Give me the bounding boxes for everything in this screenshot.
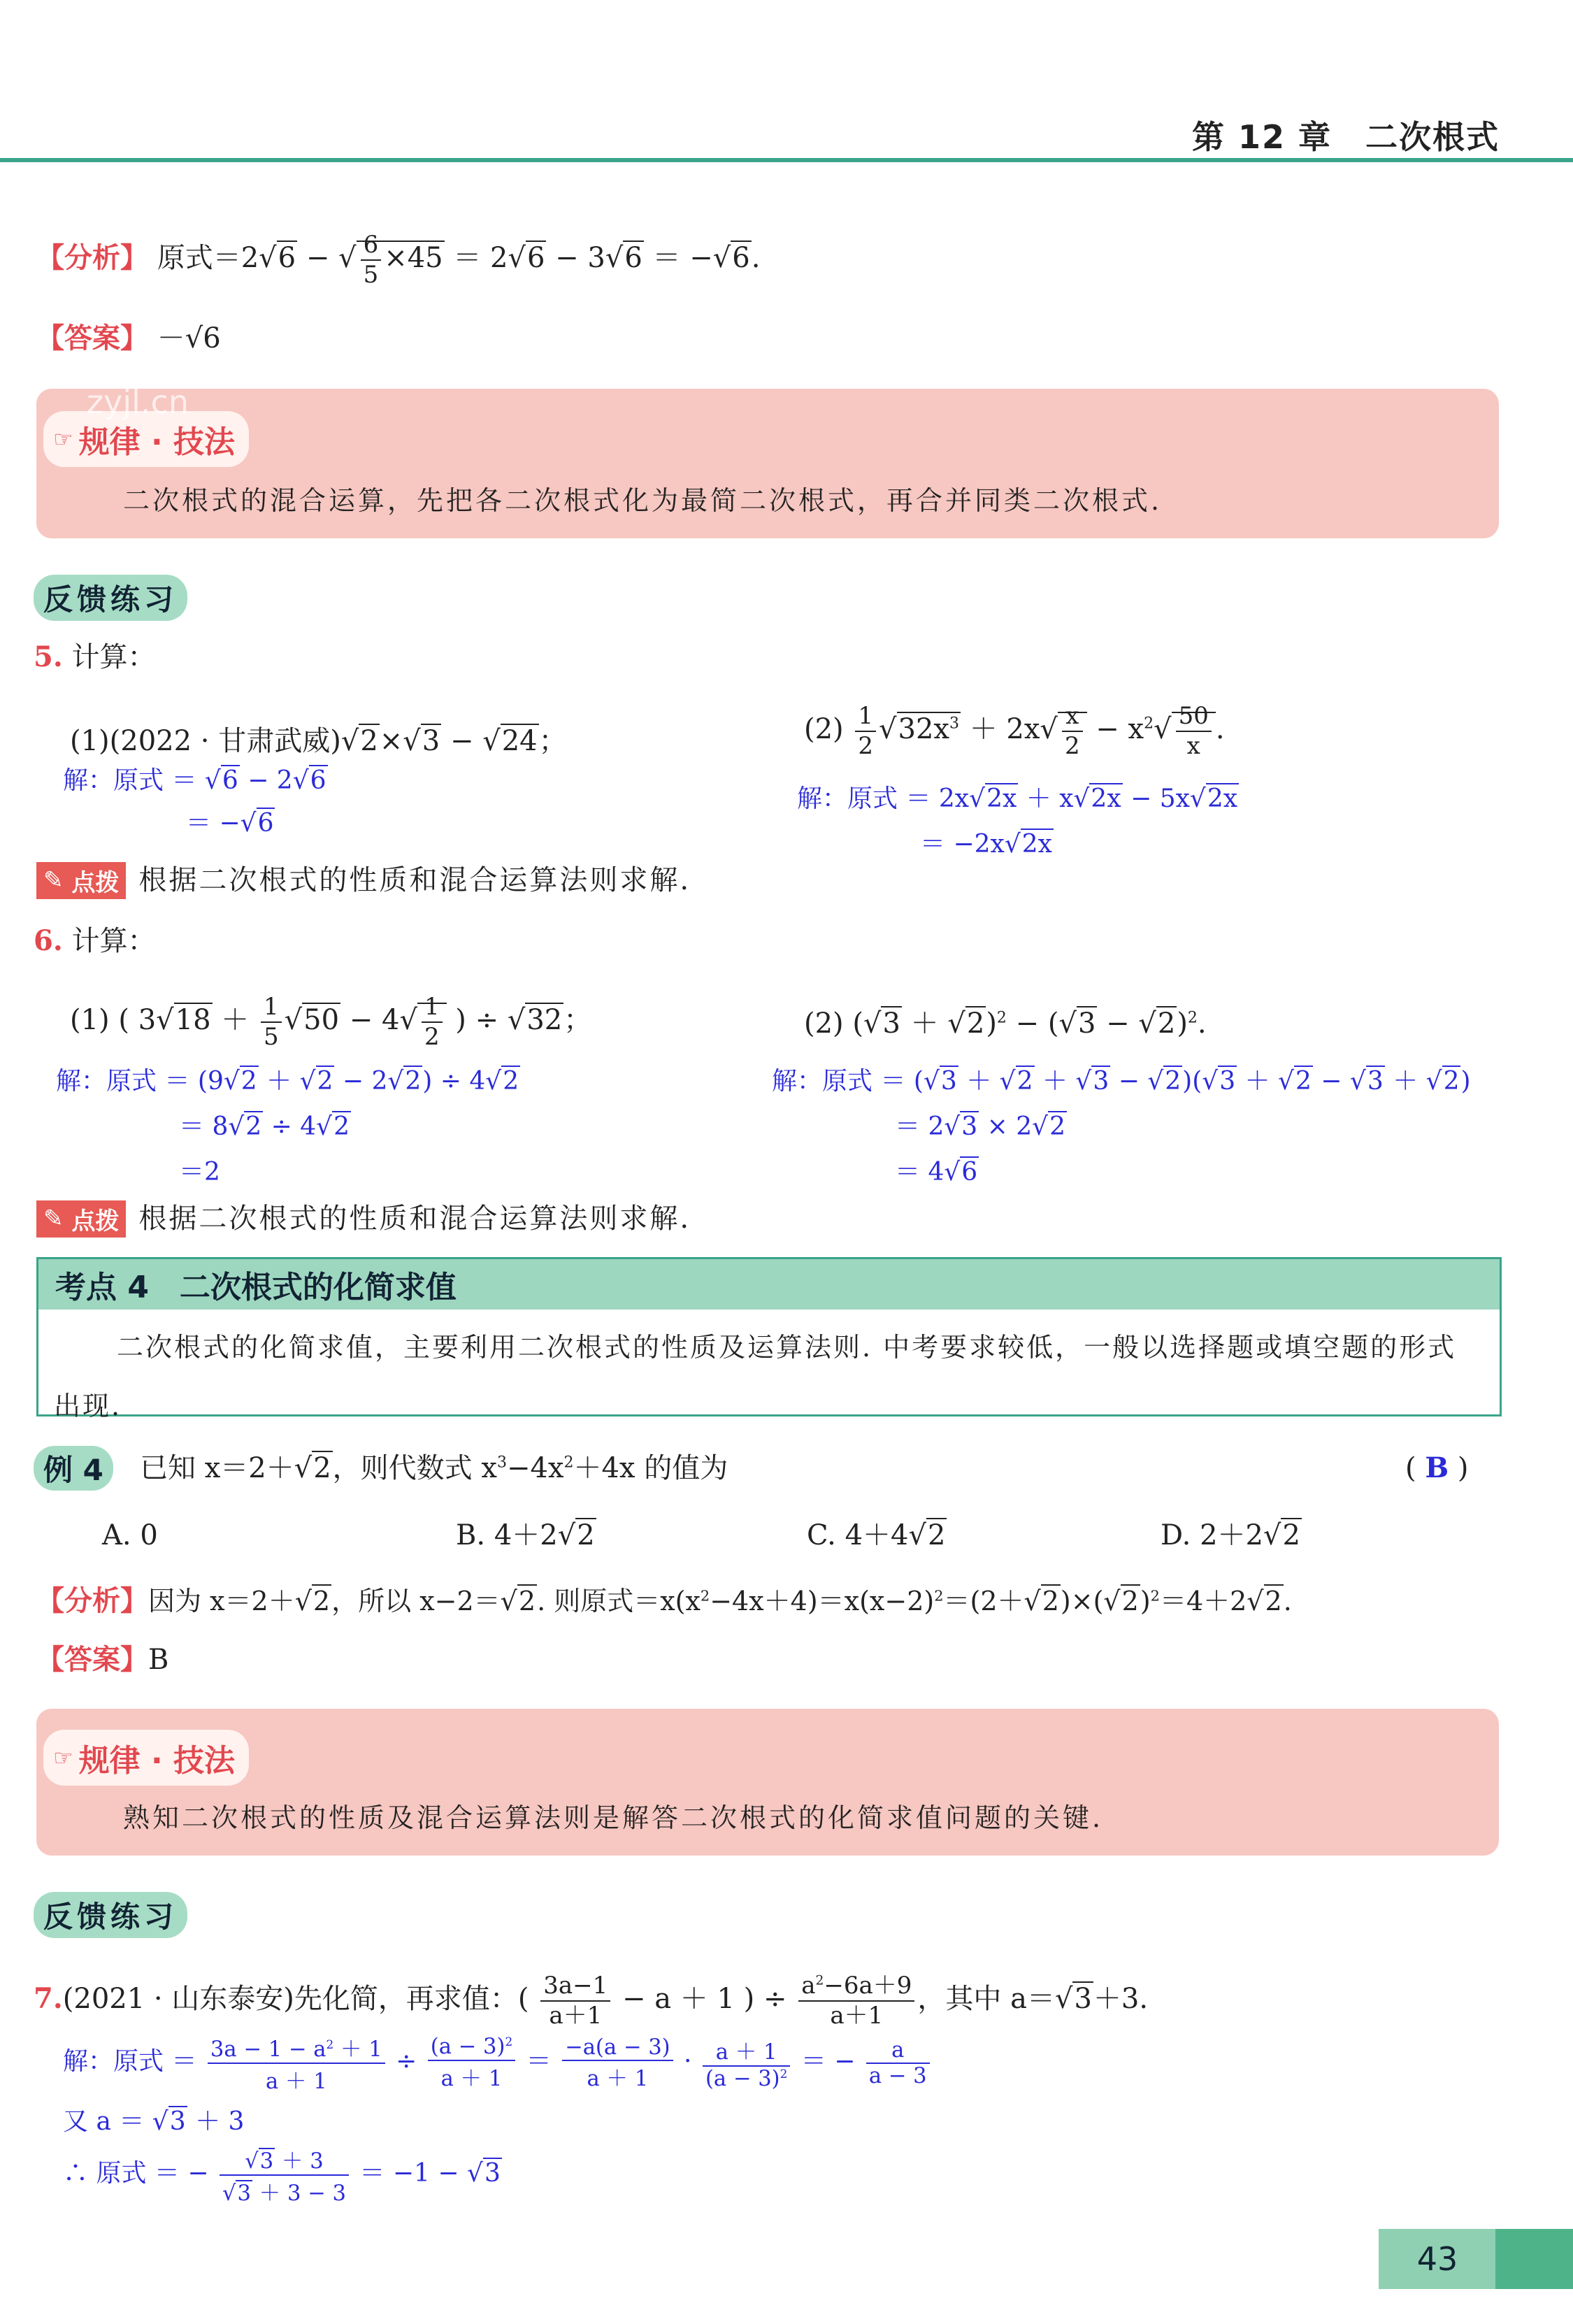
ex4-stem-prefix: 已知	[140, 1452, 196, 1484]
key-point-text: 二次根式的化简求值，主要利用二次根式的性质及运算法则. 中考要求较低，一般以选择题或填空题的形式出现.	[54, 1332, 1457, 1421]
q7-stem: 7.(2021 · 山东泰安)先化简，再求值：( $\frac{3a-1}{a+1}$ − a ＋ 1 ) ÷ $\frac{a^2-6a+9}{a+1}$ ，其中 a＝√3＋3.	[34, 1972, 1149, 2030]
option-b-text: B. 4＋2	[456, 1519, 558, 1551]
chapter-header	[1192, 112, 1500, 158]
example-4-tag: 例 4	[34, 1446, 113, 1491]
q6-part-2: (2) $(√3 + √2)^2 - (√3 - √2)^2$.	[804, 1007, 1207, 1040]
pencil-icon: ✎	[43, 866, 64, 894]
q5-number: 5.	[34, 640, 63, 673]
option-b: B. 4＋2√2	[456, 1519, 595, 1551]
q5-solution-1: 解：原式 ＝ √6 − 2√6 ＝ −√6	[63, 766, 326, 838]
ex4-analysis-mid: ，所以	[331, 1586, 412, 1616]
analysis-text: 原式＝2	[157, 241, 259, 274]
q5-p1-label: (1)	[70, 725, 110, 757]
q6-solution-1: 解：原式 ＝ (9√2 ＋ √2 − 2√2) ÷ 4√2 ＝ 8√2 ÷ 4√2 ＝2	[56, 1067, 519, 1186]
q7-you: 又	[63, 2107, 89, 2136]
rule-tag-text: 规律 · 技法	[78, 1743, 236, 1779]
q6-title: 计算：	[71, 925, 156, 957]
option-c-text: C. 4＋4	[807, 1519, 909, 1551]
q7-solution-1: 解：原式 ＝ $\frac{3a - 1 - a^2 + 1}{a + 1}$ ÷ $\frac{(a - 3)^2}{a + 1}$ ＝ $\frac{-a(a - 3)}{a + 1}$ · $\frac{a + 1}{(a - 3)^2}$ ＝ − $\frac{a}{a - 3}$	[63, 2032, 933, 2095]
q7-source: (2021 · 山东泰安)	[62, 1982, 294, 2015]
ex4-analysis-mid2: . 则原式＝	[537, 1586, 661, 1616]
ex4-answer: B	[1425, 1451, 1449, 1484]
q6-p2-label: (2)	[804, 1007, 844, 1040]
feedback-tag-1: 反馈练习	[34, 575, 187, 621]
q6-number: 6.	[34, 924, 63, 957]
option-a: A. 0	[102, 1519, 158, 1551]
tip-text: 根据二次根式的性质和混合运算法则求解.	[138, 1203, 691, 1235]
q6-s1-lead: 解：原式	[56, 1067, 157, 1096]
key-point-heading: 考点 4 二次根式的化简求值	[38, 1259, 1500, 1310]
math: √6 − √ $\frac{6}{5}$ ×45 ＝ 2√6 − 3√6 ＝ −√6.	[259, 231, 761, 289]
q5-p2-label: (2)	[804, 712, 844, 745]
q5-s1-lead: 解：原式	[63, 766, 164, 795]
tip-tag	[36, 1200, 126, 1238]
page-number: 43	[1416, 2240, 1458, 2278]
q5-title: 计算：	[71, 641, 156, 673]
answer-value: －√6	[157, 322, 221, 354]
q5-heading	[34, 640, 155, 674]
rule-tag-text: 规律 · 技法	[78, 424, 236, 460]
q7-therefore: ∴ 原式	[63, 2159, 147, 2188]
q6-heading	[34, 924, 155, 958]
rule-tag-2	[43, 1730, 249, 1786]
tip-text: 根据二次根式的性质和混合运算法则求解.	[138, 864, 691, 896]
q7-number: 7.	[34, 1981, 63, 2015]
ex4-stem-mid: ，则代数式	[332, 1452, 473, 1484]
rule-text-1: 二次根式的混合运算，先把各二次根式化为最简二次根式，再合并同类二次根式.	[123, 485, 1163, 516]
q6-part-1: (1) ( 3√18 ＋ $\frac{1}{5}$ √50 − 4√ $\frac{1}{2}$ ) ÷ √32；	[70, 993, 592, 1051]
rule-text-2: 熟知二次根式的性质及混合运算法则是解答二次根式的化简求值问题的关键.	[123, 1802, 1104, 1833]
answer-value: B	[148, 1644, 169, 1676]
key-point-box	[36, 1257, 1502, 1421]
chapter-title: 二次根式	[1365, 118, 1500, 156]
feedback-tag-2: 反馈练习	[34, 1892, 187, 1938]
example-4-answer-slot: ( B )	[1405, 1451, 1469, 1484]
q5-s2-lead: 解：原式	[797, 784, 898, 813]
answer-label: 【答案】	[36, 1644, 148, 1676]
q5-solution-2: 解：原式 ＝ 2x√2x ＋ x√2x − 5x√2x ＝ −2x√2x	[797, 784, 1238, 859]
q7-stem-where: ，其中	[917, 1982, 1002, 2015]
answer-line-1	[36, 322, 221, 355]
pointing-hand-icon: ☞	[53, 426, 73, 452]
pointing-hand-icon: ☞	[53, 1744, 73, 1771]
example-4-answer	[36, 1643, 168, 1677]
q7-solution-2: 又 a ＝ √3 ＋ 3	[63, 2107, 245, 2136]
example-4-stem: 已知 x＝2＋√2，则代数式 $x^3-4x^2+4x$ 的值为	[140, 1452, 728, 1484]
option-d-text: D. 2＋2	[1161, 1519, 1263, 1551]
q5-tip	[36, 863, 691, 898]
analysis-line-1	[36, 231, 760, 289]
chapter-number: 第 12 章	[1191, 118, 1332, 156]
analysis-label: 【分析】	[36, 1585, 148, 1617]
q6-tip	[36, 1201, 691, 1236]
q6-s1-result: ＝2	[179, 1158, 220, 1186]
q7-solution-3: ∴ 原式 ＝ − $\frac{√3 + 3}{√3 + 3 - 3}$ ＝ −1 − √3	[63, 2149, 501, 2206]
q7-sol-lead: 解：原式	[63, 2047, 164, 2076]
tip-tag	[36, 862, 126, 899]
ex4-analysis-lead: 因为	[148, 1586, 202, 1616]
option-d: D. 2＋2√2	[1161, 1519, 1300, 1551]
q5-p1-source: (2022 · 甘肃武威)	[109, 725, 341, 757]
watermark: zyjl.cn	[87, 383, 189, 421]
header-rule	[0, 158, 1573, 162]
ex4-stem-suffix: 的值为	[644, 1452, 728, 1484]
q5-part-1: (1)(2022 · 甘肃武威)√2×√3 − √24；	[70, 725, 567, 757]
q7-stem-text: 先化简，再求值：	[294, 1982, 518, 2015]
tip-label: 点拨	[71, 868, 120, 897]
q6-s2-lead: 解：原式	[772, 1067, 873, 1096]
option-c: C. 4＋4√2	[807, 1519, 946, 1551]
key-point-body	[54, 1318, 1480, 1435]
example-4-analysis: 【分析】因为 x＝2＋√2，所以 x−2＝√2. 则原式$=x(x^2-4x+4)=x(x-2)^2=(2+√2)\times(√2)^2=4+2√2$.	[36, 1585, 1292, 1617]
pencil-icon: ✎	[43, 1205, 64, 1233]
analysis-label: 【分析】	[36, 241, 148, 274]
q5-part-2: (2) $\frac{1}{2}$ $√32x^3 + 2x√$ $\frac{x}{2}$ − $x^2√$ $\frac{50}{x}$ .	[804, 702, 1225, 760]
tip-label: 点拨	[71, 1207, 120, 1235]
answer-label: 【答案】	[36, 322, 148, 354]
q6-p1-label: (1)	[70, 1003, 110, 1036]
q6-solution-2: 解：原式 ＝ (√3 ＋ √2 ＋ √3 − √2)(√3 ＋ √2 − √3 ＋ √2) ＝ 2√3 × 2√2 ＝ 4√6	[772, 1067, 1471, 1186]
